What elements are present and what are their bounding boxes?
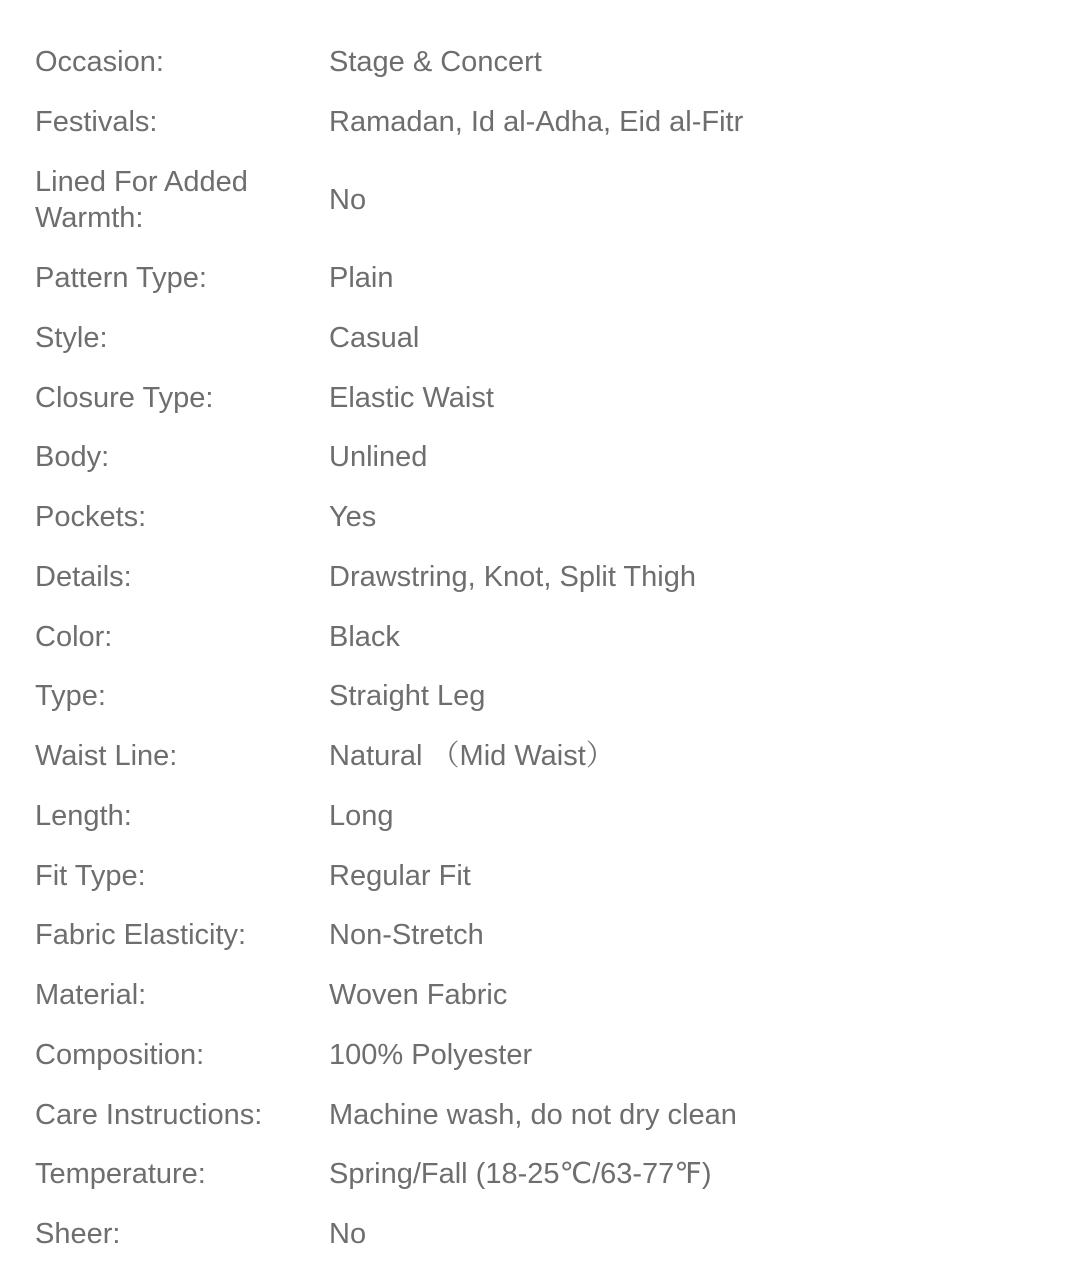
spec-row-waist-line — [0, 738, 1080, 774]
spec-label: Length: — [35, 800, 132, 832]
spec-label: Sheer: — [35, 1218, 121, 1250]
spec-label: Care Instructions: — [35, 1099, 263, 1131]
spec-row-color — [0, 619, 1080, 655]
spec-row-length — [0, 798, 1080, 834]
spec-row-composition — [0, 1037, 1080, 1073]
spec-value: Woven Fabric — [329, 979, 508, 1011]
spec-value: 100% Polyester — [329, 1039, 533, 1071]
spec-label: Occasion: — [35, 46, 164, 78]
spec-row-occasion — [0, 44, 1080, 80]
spec-row-fit-type — [0, 858, 1080, 894]
spec-label: Fit Type: — [35, 860, 146, 892]
spec-row-pockets — [0, 499, 1080, 535]
spec-value: Unlined — [329, 441, 428, 473]
spec-value: Elastic Waist — [329, 382, 494, 414]
spec-row-care-instructions — [0, 1097, 1080, 1133]
spec-label: Color: — [35, 621, 113, 653]
spec-label: Festivals: — [35, 106, 158, 138]
spec-value: Non-Stretch — [329, 919, 484, 951]
spec-row-closure-type — [0, 380, 1080, 416]
spec-label: Style: — [35, 322, 108, 354]
spec-row-details — [0, 559, 1080, 595]
spec-label: Fabric Elasticity: — [35, 919, 247, 951]
spec-label: Temperature: — [35, 1158, 206, 1190]
spec-row-lined — [0, 164, 1080, 236]
spec-value: No — [329, 184, 367, 216]
spec-label: Pockets: — [35, 501, 147, 533]
spec-value: Yes — [329, 501, 377, 533]
spec-row-fabric-elasticity — [0, 917, 1080, 953]
spec-value: Ramadan, Id al-Adha, Eid al-Fitr — [329, 106, 744, 138]
spec-value: Drawstring, Knot, Split Thigh — [329, 561, 696, 593]
spec-label: Closure Type: — [35, 382, 214, 414]
spec-value: Black — [329, 621, 400, 653]
spec-row-temperature — [0, 1156, 1080, 1192]
spec-label: Lined For Added Warmth: — [35, 166, 248, 234]
spec-label: Waist Line: — [35, 740, 178, 772]
spec-value: Stage & Concert — [329, 46, 542, 78]
spec-value: No — [329, 1218, 367, 1250]
spec-value: Spring/Fall (18-25℃/63-77℉) — [329, 1158, 712, 1190]
spec-value: Long — [329, 800, 394, 832]
spec-value: Straight Leg — [329, 680, 486, 712]
spec-row-material — [0, 977, 1080, 1013]
spec-label: Type: — [35, 680, 106, 712]
spec-value: Casual — [329, 322, 420, 354]
spec-row-pattern-type — [0, 260, 1080, 296]
spec-value: Natural （Mid Waist） — [329, 740, 615, 772]
spec-label: Pattern Type: — [35, 262, 207, 294]
spec-row-style — [0, 320, 1080, 356]
spec-label: Body: — [35, 441, 110, 473]
spec-row-festivals — [0, 104, 1080, 140]
spec-value: Regular Fit — [329, 860, 471, 892]
spec-label: Details: — [35, 561, 132, 593]
spec-row-type — [0, 678, 1080, 714]
spec-value: Machine wash, do not dry clean — [329, 1099, 737, 1131]
spec-label: Composition: — [35, 1039, 205, 1071]
spec-row-sheer — [0, 1216, 1080, 1252]
spec-value: Plain — [329, 262, 394, 294]
spec-label: Material: — [35, 979, 147, 1011]
spec-row-body — [0, 439, 1080, 475]
